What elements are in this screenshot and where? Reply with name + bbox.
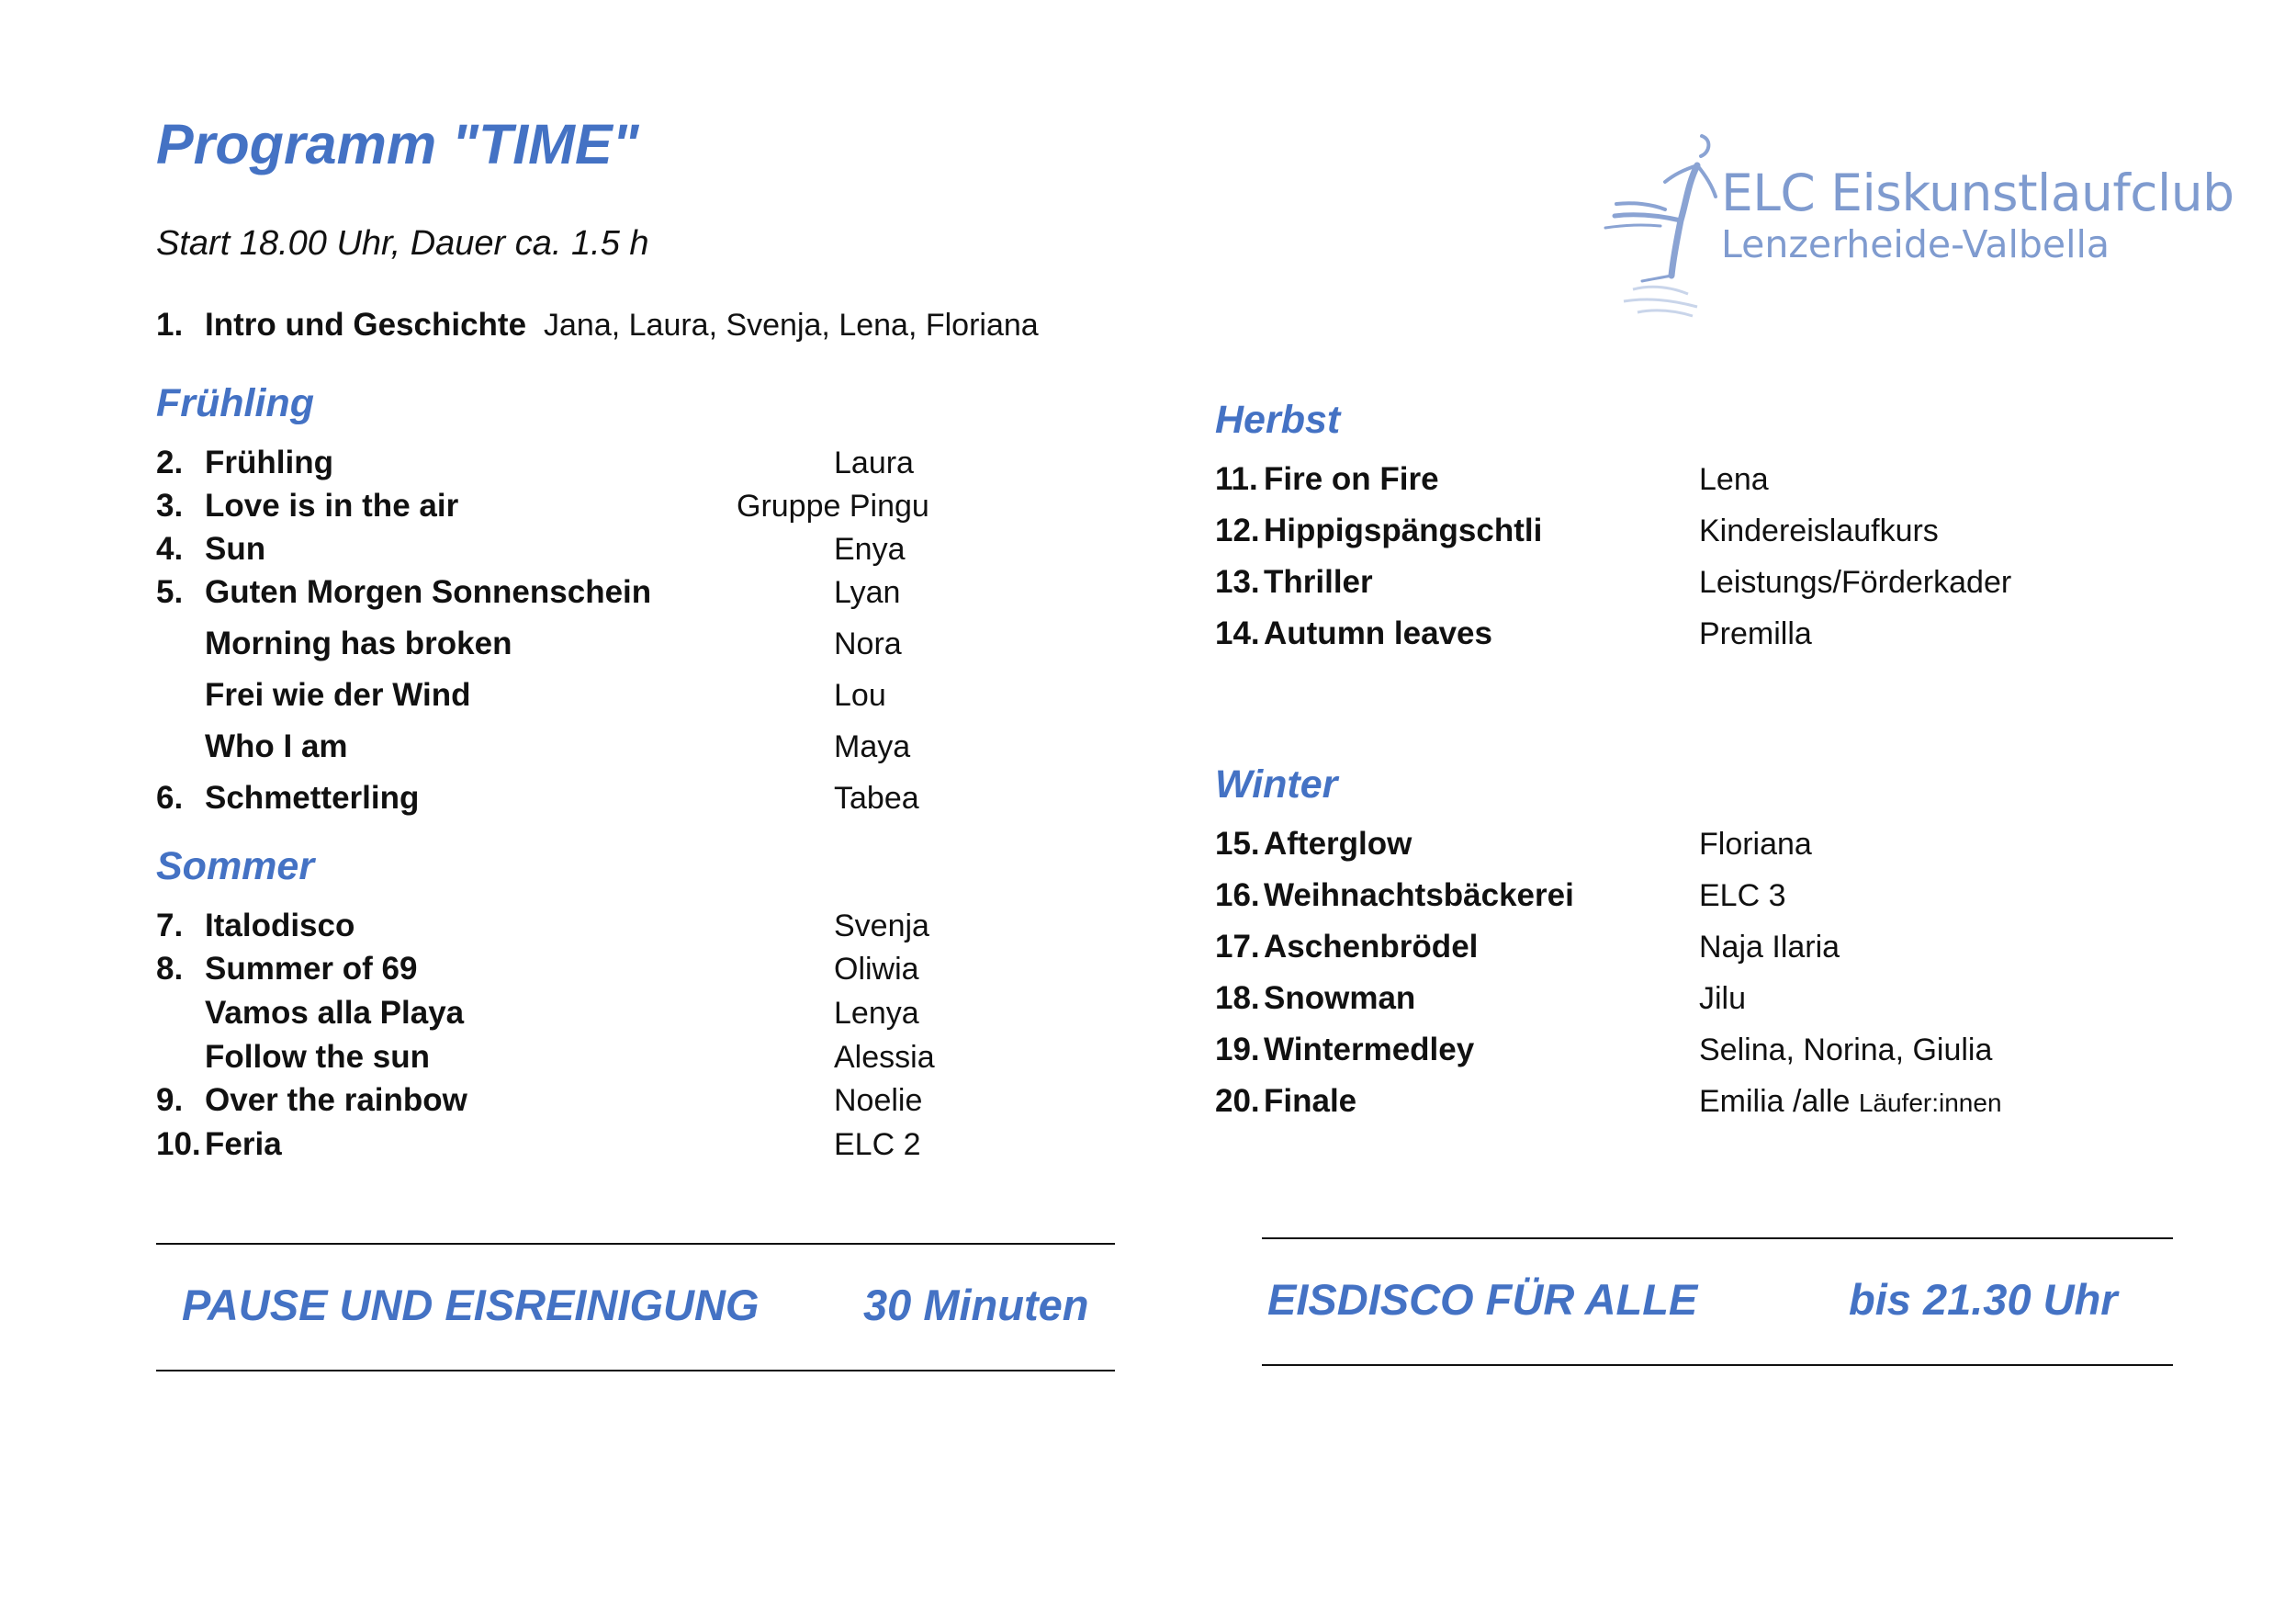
item-number: 13. xyxy=(1215,564,1260,600)
item-title: Wintermedley xyxy=(1264,1032,1475,1067)
item-title: Frühling xyxy=(205,445,333,480)
item-title: Schmetterling xyxy=(205,780,420,816)
club-logo xyxy=(1596,129,2234,322)
section-heading-sommer: Sommer xyxy=(156,844,315,888)
section-heading-fruehling: Frühling xyxy=(156,381,314,425)
item-title: Autumn leaves xyxy=(1264,615,1492,651)
item-number: 2. xyxy=(156,445,184,480)
item-performers: Lou xyxy=(834,678,886,713)
logo-club-name: ELC Eiskunstlaufclub xyxy=(1721,164,2234,222)
item-performers: Gruppe Pingu xyxy=(737,489,929,524)
pause-duration: 30 Minuten xyxy=(863,1281,1089,1329)
item-performers xyxy=(1699,1079,2002,1125)
divider xyxy=(156,1243,1115,1245)
ice-skater-logo-icon xyxy=(1596,129,1725,322)
item-performers: Kindereislaufkurs xyxy=(1699,514,1939,548)
item-title: Frei wie der Wind xyxy=(205,677,471,713)
item-title: Finale xyxy=(1264,1083,1357,1119)
item-performers: Nora xyxy=(834,626,902,661)
disco-label: EISDISCO FÜR ALLE xyxy=(1267,1275,1698,1324)
item-title: Who I am xyxy=(205,728,348,764)
pause-label: PAUSE UND EISREINIGUNG xyxy=(182,1281,760,1329)
item-number: 16. xyxy=(1215,877,1260,913)
item-number: 19. xyxy=(1215,1032,1260,1067)
item-title: Vamos alla Playa xyxy=(205,995,465,1031)
item-title: Intro und Geschichte xyxy=(205,307,527,343)
item-performers: ELC 3 xyxy=(1699,878,1786,913)
item-performers: Oliwia xyxy=(834,952,919,987)
divider xyxy=(1262,1237,2173,1239)
list-item xyxy=(156,303,1075,347)
performers-small: Läufer:innen xyxy=(1858,1089,2002,1117)
item-performers: Premilla xyxy=(1699,616,1812,651)
item-performers: Noelie xyxy=(834,1083,923,1118)
item-number: 7. xyxy=(156,908,184,943)
item-title: Afterglow xyxy=(1264,826,1412,862)
item-performers: Alessia xyxy=(834,1040,935,1075)
item-title: Thriller xyxy=(1264,564,1373,600)
item-title: Snowman xyxy=(1264,980,1416,1016)
item-number: 12. xyxy=(1215,513,1260,548)
item-title: Sun xyxy=(205,531,266,567)
item-number: 18. xyxy=(1215,980,1260,1016)
item-title: Aschenbrödel xyxy=(1264,929,1479,965)
item-title: Weihnachtsbäckerei xyxy=(1264,877,1574,913)
item-number: 6. xyxy=(156,780,184,816)
page-subtitle: Start 18.00 Uhr, Dauer ca. 1.5 h xyxy=(156,224,649,263)
item-title: Over the rainbow xyxy=(205,1082,467,1118)
item-performers: Leistungs/Förderkader xyxy=(1699,565,2012,600)
item-performers: ELC 2 xyxy=(834,1127,921,1162)
item-number: 9. xyxy=(156,1082,184,1118)
item-performers: Enya xyxy=(834,532,906,567)
item-performers: Svenja xyxy=(834,909,929,943)
section-heading-herbst: Herbst xyxy=(1215,398,1341,442)
item-performers: Jilu xyxy=(1699,981,1747,1016)
divider xyxy=(1262,1364,2173,1366)
item-number: 5. xyxy=(156,574,184,610)
item-performers: Naja Ilaria xyxy=(1699,930,1840,965)
item-number: 11. xyxy=(1215,461,1258,497)
item-title: Feria xyxy=(205,1126,282,1162)
item-number: 4. xyxy=(156,531,184,567)
section-heading-winter: Winter xyxy=(1215,762,1338,807)
logo-club-location: Lenzerheide-Valbella xyxy=(1721,222,2110,266)
item-title: Morning has broken xyxy=(205,626,512,661)
item-number: 8. xyxy=(156,951,184,987)
item-title: Summer of 69 xyxy=(205,951,418,987)
item-number: 20. xyxy=(1215,1083,1260,1119)
performers-main: Emilia /alle xyxy=(1699,1084,1851,1119)
item-performers: Maya xyxy=(834,729,911,764)
item-title: Follow the sun xyxy=(205,1039,430,1075)
item-performers: Tabea xyxy=(834,781,919,816)
item-performers: Laura xyxy=(834,446,914,480)
item-performers: Floriana xyxy=(1699,827,1812,862)
page-title: Programm "TIME" xyxy=(156,113,639,175)
item-title: Love is in the air xyxy=(205,488,459,524)
item-number: 17. xyxy=(1215,929,1260,965)
item-title: Fire on Fire xyxy=(1264,461,1439,497)
item-number: 14. xyxy=(1215,615,1260,651)
item-title: Guten Morgen Sonnenschein xyxy=(205,574,652,610)
item-performers: Lenya xyxy=(834,996,919,1031)
item-performers: Selina, Norina, Giulia xyxy=(1699,1033,1993,1067)
disco-time: bis 21.30 Uhr xyxy=(1849,1275,2118,1324)
divider xyxy=(156,1370,1115,1371)
item-performers: Lena xyxy=(1699,462,1769,497)
item-number: 1. xyxy=(156,307,184,343)
item-number: 10. xyxy=(156,1126,201,1162)
item-number: 15. xyxy=(1215,826,1260,862)
item-performers: Jana, Laura, Svenja, Lena, Floriana xyxy=(544,308,1039,343)
item-title: Italodisco xyxy=(205,908,355,943)
item-number: 3. xyxy=(156,488,184,524)
item-performers: Lyan xyxy=(834,575,901,610)
item-title: Hippigspängschtli xyxy=(1264,513,1543,548)
